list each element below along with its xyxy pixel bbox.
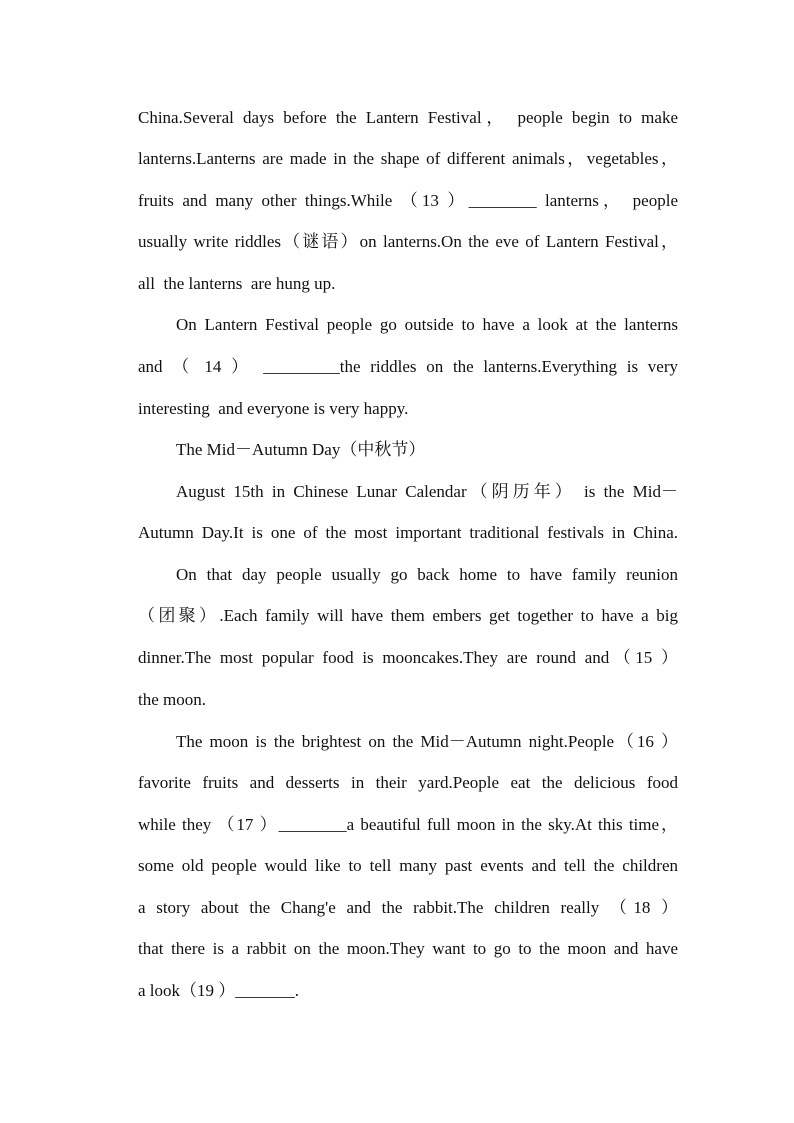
text-line: China.Several days before the Lantern Festival， people begin to make [138, 108, 678, 127]
text-line: usually write riddles（谜语）on lanterns.On the eve of Lantern Festival， [138, 232, 678, 251]
text-line: On Lantern Festival people go outside to have a look at the lanterns [176, 315, 678, 334]
text-line: favorite fruits and desserts in their yard.People eat the delicious food [138, 773, 678, 792]
text-line: Autumn Day.It is one of the most important traditional festivals in China. [138, 523, 678, 542]
text-line: a story about the Chang'e and the rabbit.The children really （18 ） [138, 898, 678, 917]
text-line: interesting and everyone is very happy. [138, 399, 409, 418]
text-line: lanterns.Lanterns are made in the shape of different animals，vegetables， [138, 149, 678, 168]
text-line: fruits and many other things.While （13 ）________ lanterns， people [138, 191, 678, 210]
text-line: The moon is the brightest on the Mid－Autumn night.People（16 ） [176, 732, 678, 751]
text-line: dinner.The most popular food is mooncakes.They are round and（15 ） [138, 648, 678, 667]
text-line: and （ 14 ） _________the riddles on the lanterns.Everything is very [138, 357, 678, 376]
text-line: all the lanterns are hung up. [138, 274, 336, 293]
text-line: while they （17 ）________a beautiful full moon in the sky.At this time， [138, 815, 678, 834]
text-line: August 15th in Chinese Lunar Calendar（阴历年） is the Mid－ [176, 482, 678, 501]
text-line: some old people would like to tell many past events and tell the children [138, 856, 678, 875]
text-line: the moon. [138, 690, 206, 709]
text-line: On that day people usually go back home to have family reunion [176, 565, 678, 584]
text-line: （团聚）.Each family will have them embers get together to have a big [138, 606, 678, 625]
section-heading: The Mid－Autumn Day（中秋节） [176, 440, 426, 459]
text-line: a look（19 ）_______. [138, 981, 300, 1000]
text-line: that there is a rabbit on the moon.They want to go to the moon and have [138, 939, 678, 958]
